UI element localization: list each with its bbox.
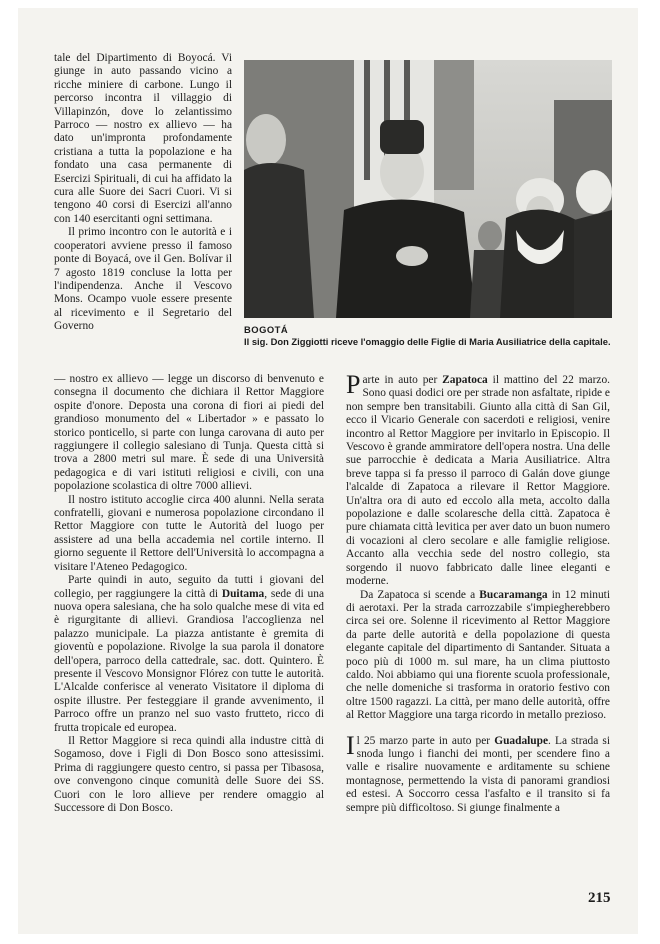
paragraph-text: , sede di una nuova opera salesiana, che ha solo qualche mese di vita ed è rigurgitante di allievi. Grandiosa l'accoglienza nel palazzo municipale. La piazza antistante è gremita di gioventù e popolazione. Rivolge la sua parola il donatore dell'opera, parroco della cattedrale, sac. dott. Quintero. È presente il Vescovo Monsignor Flórez con tutte le autorità. L'Alcalde conferisce al venerato Visitatore il diploma di ospite illustre. Per festeggiare il grande avvenimento, il Parroco offre un pranzo nel suo vasto frutteto, ricco di frutta tropicale ed europea. [54,587,325,734]
drop-cap: I [346,730,355,760]
place-name: Duitama [221,587,265,600]
paragraph-text: . La strada si snoda lungo i fianchi dei monti, per scendere fino a valle e risalire nuovamente e arditamente su schiene montagnose, permettendo la vista di panorami grandiosi ed estesi. A Soccorro cessa l'asfalto e il transito si fa sempre più difficoltoso. Si giunge finalmente a [346,734,611,814]
section-guadalupe [346,730,611,815]
caption-text: Il sig. Don Ziggiotti riceve l'omaggio delle Figlie di Maria Ausiliatrice della capitale. [244,336,611,347]
paragraph: Il nostro istituto accoglie circa 400 alunni. Nella serata confratelli, giovani e numerosa popolazione circondano il Rettor Maggiore con tutte le Autorità del luogo per assistere ad una bella accademia nel cortile interno. Il giorno seguente il Rettore dell'Università lo accompagna a visitare l'Ateneo Pedagogico. [54,493,324,573]
paragraph-text: Parte quindi in auto, seguito da tutti i giovani del collegio, per raggiungere la città di [54,574,324,600]
place-name: Zapatoca [442,374,488,386]
page [18,8,638,934]
place-name: Bucaramanga [479,588,548,601]
photo-caption [244,324,614,348]
photo-illustration [244,60,612,318]
paragraph [54,574,324,735]
left-column-top [54,52,232,334]
left-column [54,373,324,815]
paragraph: Il primo incontro con le autorità e i cooperatori avviene presso il famoso ponte di Boyacá, ove il Gen. Bolívar il 7 agosto 1819 concluse la lotta per l'indipendenza. Anche il Vescovo Mons. Ocampo vuole essere presente al ricevimento e il Segretario del Governo [54,226,232,333]
paragraph-text: Da Zapatoca si scende a [360,588,480,601]
paragraph-text: in 12 minuti di aerotaxi. Per la strada carrozzabile s'impiegherebbero circa sei ore. Solenne il ricevimento al Rettor Maggiore da parte delle autorità e della popolazione di questa elegante capitale del dipartimento di Santander. Situata a poco più di 1000 m. sul mare, ha un clima piuttosto caldo. Noi abbiamo qui una fiorente scuola professionale, che nelle domeniche si trasforma in oratorio festivo con oltre 1500 ragazzi. La città, per mano delle autorità, offre al Rettor Maggiore una targa ricordo in metallo prezioso. [346,588,610,722]
paragraph-text: l 25 marzo parte in auto per [356,734,495,747]
paragraph: tale del Dipartimento di Boyocá. Vi giunge in auto passando vicino a ricche miniere di carbone. Lungo il percorso incontra il villaggio di Villapinzón, dove lo zelantissimo Parroco — nostro ex allievo — ha dato un'impronta profondamente cristiana a tutta la popolazione e ha fondato una casa permanente di Esercizi Spirituali, di cui ha affidato la cura alle Suore dei Sacri Cuori. Vi si tengono 40 corsi di Esercizi all'anno con 140 esercitanti ogni settimana. [54,52,232,225]
place-name: Guadalupe [494,734,549,747]
paragraph-text: arte in auto per [362,374,443,386]
drop-cap: P [346,370,361,399]
paragraph: Il Rettor Maggiore si reca quindi alla industre città di Sogamoso, dove i Figli di Don Bosco sono attesissimi. Prima di raggiungere questo centro, si passa per Tibasosa, ove convengono cinque comunità delle Suore dei SS. Cuori con le loro allieve per rendere omaggio al Successore di Don Bosco. [54,734,324,814]
section-zapatoca [346,370,611,589]
photograph [244,60,612,318]
right-column [346,370,611,815]
page-number: 215 [588,890,611,906]
paragraph: — nostro ex allievo — legge un discorso di benvenuto e consegna il documento che dichiara il Rettor Maggiore ospite d'onore. Deposta una corona di fiori ai piedi del grandioso monumento del « Libertador » e passato lo storico ponticello, si parte con lunga carovana di auto per raggiungere il collegio salesiano di Tunja. Questa città si trova a 2800 metri sul mare. È sede di una Università pedagogica e di vari istituti religiosi e civili, con una popolazione scolastica di oltre 7000 allievi. [54,373,324,493]
caption-location: BOGOTÁ [244,324,289,335]
section-bucaramanga [346,589,610,723]
paragraph-text: il mattino del 22 marzo. Sono quasi dodici ore per strade non asfaltate, ripide e non sempre ben transitabili. Giunto alla città di San Gil, ecco il Vicario Generale con sacerdoti e religiosi, venire incontro al Rettor Maggiore per invitarlo in Episcopio. Il Vescovo è grande ammiratore dell'opera nostra. Una delle sue parrocchie è dedicata a Maria Ausiliatrice. Altra breve tappa si fa presso il parroco di Galán dove giunge l'alcalde di Zapatoca a rilevare il Rettor Maggiore. Un'altra ora di auto ed eccolo alla meta, accolto dalla popolazione e dalle scolaresche della città. Zapatoca è pure chiamata città levitica per aver dato un buon numero di vocazioni al clero secolare e alle famiglie religiose. Accanto alla vecchia sede del nostro collegio, sta sorgendo il nuovo fabbricato dalle linee eleganti e moderne. [346,374,611,588]
